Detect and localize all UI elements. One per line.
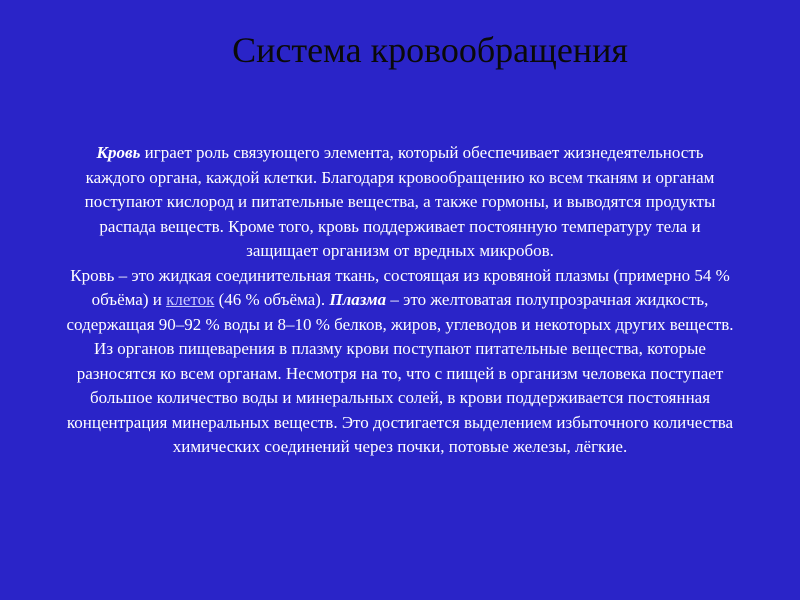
text-line [4,141,796,166]
text-line: содержащая 90–92 % воды и 8–10 % белков, жиров, углеводов и некоторых других веществ. [66,314,734,334]
text-line: поступают кислород и питательные вещества, а также гормоны, и выводятся продукты [84,192,716,211]
text-line: концентрация минеральных веществ. Это достигается выделением избыточного количества [66,412,734,432]
text-segment: объёма) и [91,290,167,309]
term-blood: Кровь [96,143,141,162]
paragraph-blood-role [4,141,796,264]
cells-link[interactable]: клеток [166,290,215,309]
text-segment: (46 % объёма). [214,290,330,309]
text-line: большое количество воды и минеральных солей, в крови поддерживается постоянная [89,388,711,407]
text-line: разносятся ко всем органам. Несмотря на то, что с пищей в организм человека поступает [76,363,724,383]
slide-body [0,141,800,460]
text-line: химических соединений через почки, потовые железы, лёгкие. [172,437,628,456]
text-segment: играет роль связующего элемента, который обеспечивает жизнедеятельность [140,143,704,162]
text-line: распада веществ. Кроме того, кровь поддерживает постоянную температуру тела и [99,216,701,236]
text-segment: – это желтоватая полупрозрачная жидкость, [386,290,709,309]
text-line: каждого органа, каждой клетки. Благодаря кровообращению ко всем тканям и органам [85,167,715,187]
text-line: защищает организм от вредных микробов. [246,241,554,260]
text-line [4,288,796,313]
paragraph-blood-composition [4,264,796,460]
slide-title: Система кровообращения [232,30,628,70]
text-line: Кровь – это жидкая соединительная ткань, состоящая из кровяной плазмы (примерно 54 % [70,265,730,285]
term-plasma: Плазма [329,290,387,309]
text-line: Из органов пищеварения в плазму крови поступают питательные вещества, которые [94,339,706,358]
